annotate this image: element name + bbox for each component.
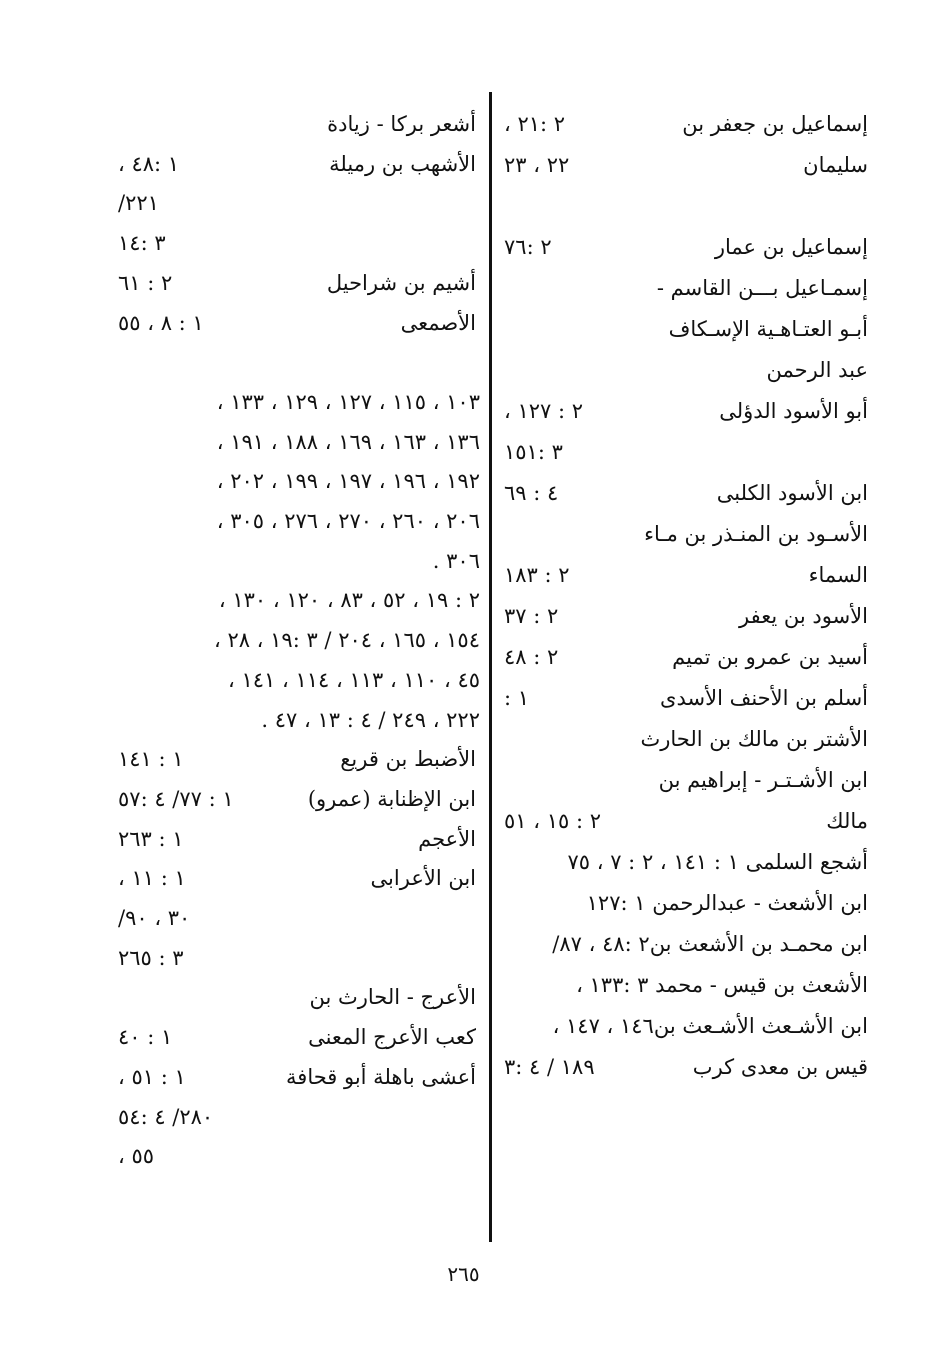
index-entry — [100, 183, 486, 223]
index-entry — [100, 898, 486, 938]
index-term: ابن الإظنابة (عمرو) — [307, 786, 476, 811]
index-term: السماء — [808, 563, 868, 587]
index-entry — [100, 779, 486, 819]
index-term: أبـو العتـاهـية الإسـكاف — [668, 317, 868, 341]
page-reference: ٢ : ١٨٣ — [504, 563, 570, 587]
index-entry — [494, 104, 874, 144]
index-entry — [494, 555, 874, 595]
index-entry — [100, 501, 486, 541]
index-entry — [494, 883, 874, 923]
index-entry — [100, 342, 486, 382]
index-term: أسلم بن الأحنف الأسدى — [660, 686, 868, 710]
page-reference: ٢ : ٣٧ — [504, 604, 559, 628]
index-entry — [100, 104, 486, 144]
page-reference: ١ : ٥١ ، — [118, 1064, 186, 1089]
page-reference: ٢٢ ، ٢٣ — [504, 153, 570, 177]
index-entry-line: ٤٥ ، ١١٠ ، ١١٣ ، ١١٤ ، ١٤١ ، — [228, 667, 480, 692]
page-reference: ١ : ٢٦٣ — [118, 826, 184, 851]
index-entry — [100, 422, 486, 462]
index-term: الأشتر بن مالك بن الحارث — [640, 727, 868, 751]
index-entry — [494, 965, 874, 1005]
index-entry — [494, 145, 874, 185]
index-entry — [494, 760, 874, 800]
page-reference: ١ : — [504, 686, 530, 710]
index-entry — [100, 580, 486, 620]
index-entry — [100, 660, 486, 700]
page-reference: ١ : ٨ ، ٥٥ — [118, 310, 204, 335]
index-term: أسيد بن عمرو بن تميم — [672, 645, 868, 669]
index-term: الأسود بن يعفر — [739, 604, 868, 628]
index-entry — [494, 801, 874, 841]
page-reference: ٢ : ٦١ — [118, 270, 173, 295]
page-reference: ٢ :٢١ ، — [504, 112, 566, 136]
index-entry — [100, 144, 486, 184]
index-entry — [100, 739, 486, 779]
page-reference: ٢٢١/ — [118, 191, 159, 216]
index-entry — [100, 1017, 486, 1057]
index-term: أشيم بن شراحيل — [326, 270, 476, 295]
index-term: الأعجم — [418, 826, 476, 851]
page-reference: ٣ :١٥١ — [504, 440, 563, 464]
index-term: إسمـاعيل بـــن القاسم - — [656, 276, 868, 300]
index-term: إسماعيل بن جعفر بن — [682, 112, 868, 136]
column-divider — [489, 92, 492, 1242]
index-entry — [100, 223, 486, 263]
page-reference: ٢ :٧٦ — [504, 235, 552, 259]
index-entry — [494, 186, 874, 226]
index-entry — [100, 303, 486, 343]
index-term: الأضبط بن قريع — [340, 747, 476, 772]
index-entry-line: ١٥٤ ، ١٦٥ ، ٢٠٤ / ٣ :١٩ ، ٢٨ ، — [213, 628, 480, 653]
page-number: ٢٦٥ — [447, 1262, 480, 1286]
index-entry-line: ١٩٢ ، ١٩٦ ، ١٩٧ ، ١٩٩ ، ٢٠٢ ، — [216, 469, 480, 494]
index-entry — [100, 263, 486, 303]
index-entry — [494, 924, 874, 964]
page-reference: ١ : ١١ ، — [118, 866, 186, 891]
index-term: أبو الأسود الدؤلى — [719, 399, 868, 423]
index-entry-line: ٢ : ١٩ ، ٥٢ ، ٨٣ ، ١٢٠ ، ١٣٠ ، — [218, 588, 480, 613]
index-entry — [494, 268, 874, 308]
index-term: قيس بن معدى كرب — [692, 1055, 868, 1079]
index-entry — [494, 678, 874, 718]
page-reference: ١٨٩ / ٤ :٣ — [504, 1055, 595, 1079]
page-reference: ٣٠ ، ٩٠/ — [118, 906, 191, 930]
page-reference: ٣ :١٤ — [118, 231, 166, 256]
index-entry — [100, 1057, 486, 1097]
index-entry — [100, 1136, 486, 1176]
page-reference: ١ :٤٨ ، — [118, 151, 180, 176]
page-reference: ٣ : ٢٦٥ — [118, 945, 184, 970]
index-entry — [494, 514, 874, 554]
page-reference: ٢ : ١٥ ، ٥١ — [504, 809, 601, 833]
index-entry — [494, 350, 874, 390]
index-term: كعب الأعرج المعنى — [308, 1025, 476, 1050]
index-entry — [494, 719, 874, 759]
index-entry — [100, 461, 486, 501]
index-entry — [100, 977, 486, 1017]
index-term: ابن الأشـتـر - إبراهيم بن — [658, 768, 868, 792]
index-entry — [100, 858, 486, 898]
index-entry — [494, 473, 874, 513]
index-entry — [494, 309, 874, 349]
page-reference: ١ : ١٤١ — [118, 747, 184, 772]
index-entry — [100, 819, 486, 859]
index-entry — [494, 391, 874, 431]
index-entry — [100, 1097, 486, 1137]
index-entry — [100, 541, 486, 581]
index-entry — [494, 596, 874, 636]
index-entry-line: ٢٢٢ ، ٢٤٩ / ٤ : ١٣ ، ٤٧ . — [261, 707, 480, 732]
index-term: أشعر بركا - زيادة — [327, 112, 476, 136]
index-term: ابن الأسود الكلبى — [716, 481, 868, 505]
index-entry-line: ابن الأشـعث الأشـعث بن١٤٦ ، ١٤٧ ، — [552, 1014, 868, 1038]
index-entry-line: ابن الأشعث - عبدالرحمن ١ :١٢٧ — [586, 891, 868, 915]
page-reference: ٢ : ٤٨ — [504, 645, 559, 669]
page-reference: ١ : ٤٠ — [118, 1025, 173, 1050]
index-term: عبد الرحمن — [766, 358, 868, 382]
index-entry-line: ٢٠٦ ، ٢٦٠ ، ٢٧٠ ، ٢٧٦ ، ٣٠٥ ، — [216, 509, 480, 533]
index-entry-line: ابن محمـد بن الأشعث بن٢ :٤٨ ، ٨٧/ — [552, 932, 868, 956]
page-reference: ٢٨٠/ ٤ :٥٤ — [118, 1104, 214, 1129]
index-entry-line: ٣٠٦ . — [432, 548, 480, 573]
index-entry-line: أشجع السلمى ١ : ١٤١ ، ٢ : ٧ ، ٧٥ — [567, 850, 868, 874]
index-term: أعشى باهلة أبو قحافة — [286, 1064, 476, 1089]
index-term: ابن الأعرابى — [370, 866, 476, 891]
index-entry — [100, 700, 486, 740]
index-entry — [100, 620, 486, 660]
index-entry — [494, 637, 874, 677]
index-entry — [494, 227, 874, 267]
index-entry — [494, 1047, 874, 1087]
page-reference: ٤ : ٦٩ — [504, 481, 559, 505]
index-term: مالك — [826, 809, 868, 833]
index-entry — [494, 842, 874, 882]
index-term: الأصمعى — [400, 310, 476, 335]
index-entry — [100, 938, 486, 978]
index-term: سليمان — [803, 153, 868, 177]
index-entry — [494, 432, 874, 472]
index-entry-line: ١٠٣ ، ١١٥ ، ١٢٧ ، ١٢٩ ، ١٣٣ ، — [216, 389, 480, 414]
page-reference: ١ : ٧٧/ ٤ :٥٧ — [118, 786, 234, 811]
page-reference: ٢ : ١٢٧ ، — [504, 399, 584, 423]
index-term: إسماعيل بن عمار — [714, 235, 868, 259]
page-reference: ٥٥ ، — [118, 1144, 155, 1169]
index-term: الأعرج - الحارث بن — [309, 985, 476, 1010]
index-entry-line: ١٣٦ ، ١٦٣ ، ١٦٩ ، ١٨٨ ، ١٩١ ، — [216, 429, 480, 454]
index-entry — [100, 382, 486, 422]
index-entry-line: الأشعث بن قيس - محمد ٣ :١٣٣ ، — [576, 973, 868, 997]
index-entry — [494, 1006, 874, 1046]
index-term: الأشهب بن رميلة — [329, 151, 476, 176]
index-term: الأسـود بن المنـذر بن مـاء — [644, 522, 868, 546]
